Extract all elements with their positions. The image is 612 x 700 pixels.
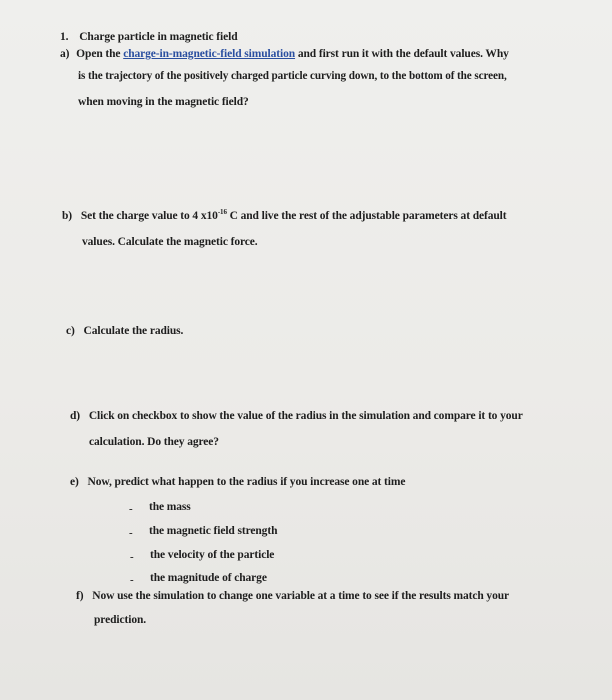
part-a-line-3: when moving in the magnetic field? xyxy=(78,96,249,108)
part-c-marker: c) xyxy=(66,325,75,337)
part-d-text-1: Click on checkbox to show the value of the radius in the simulation and compare it to your xyxy=(88,410,523,422)
list-item: the magnitude of charge xyxy=(150,572,267,584)
part-b-text-post: C and live the rest of the adjustable parameters at default xyxy=(226,210,507,222)
part-e-text: Now, predict what happen to the radius if you increase one at time xyxy=(87,476,406,488)
part-a-text-post: and first run it with the default values. Why xyxy=(295,48,509,60)
list-item: the magnetic field strength xyxy=(149,525,278,537)
part-a-marker: a) xyxy=(60,48,70,60)
list-item: the velocity of the particle xyxy=(150,549,275,561)
bullet-dash: - xyxy=(129,503,133,515)
question-1-heading xyxy=(60,31,238,43)
bullet-dash: - xyxy=(130,574,134,586)
bullet-dash: - xyxy=(130,551,134,563)
part-a-text-pre: Open the xyxy=(76,48,124,60)
part-f-marker: f) xyxy=(76,590,84,602)
part-e-line xyxy=(70,476,405,488)
list-item: the mass xyxy=(149,501,191,513)
part-f-text-1: Now use the simulation to change one variable at a time to see if the results match your xyxy=(92,590,510,602)
part-a-line-1 xyxy=(60,48,509,60)
part-d-line-2: calculation. Do they agree? xyxy=(89,436,219,448)
part-b-text-pre: Set the charge value to 4 x10 xyxy=(80,210,218,222)
question-title: Charge particle in magnetic field xyxy=(79,31,238,43)
simulation-link[interactable]: charge-in-magnetic-field simulation xyxy=(123,48,296,60)
part-c-text: Calculate the radius. xyxy=(83,325,184,337)
part-b-marker: b) xyxy=(62,210,73,222)
part-a-line-2: is the trajectory of the positively charged particle curving down, to the bottom of the screen, xyxy=(78,70,507,82)
part-f-line-2: prediction. xyxy=(94,614,147,626)
part-c-line xyxy=(66,325,183,337)
part-b-line-1 xyxy=(62,210,507,222)
bullet-dash: - xyxy=(129,527,133,539)
question-number: 1. xyxy=(60,31,69,43)
part-b-line-2: values. Calculate the magnetic force. xyxy=(82,236,258,248)
part-f-line-1 xyxy=(76,590,509,602)
exponent: -16 xyxy=(217,208,227,217)
part-d-marker: d) xyxy=(70,410,81,422)
part-d-line-1 xyxy=(70,410,523,422)
part-e-marker: e) xyxy=(70,476,79,488)
